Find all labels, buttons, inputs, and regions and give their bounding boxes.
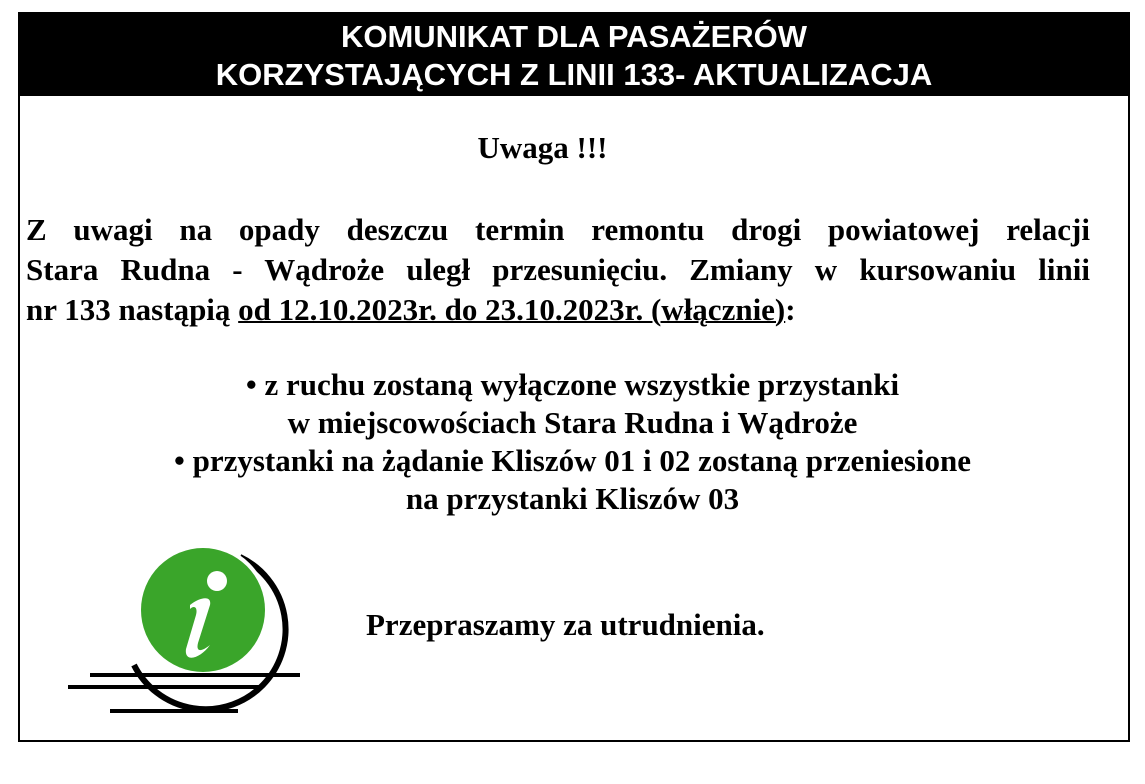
info-icon xyxy=(50,525,310,715)
bullet-1-line-2: w miejscowościach Stara Rudna i Wądroże xyxy=(287,405,858,440)
bullet-2-line-2: na przystanki Kliszów 03 xyxy=(405,481,740,516)
bullet-1-line-1: • z ruchu zostaną wyłączone wszystkie przystanki xyxy=(245,367,900,402)
date-range: od 12.10.2023r. do 23.10.2023r. (włącznie) xyxy=(238,292,786,327)
notice-paragraph xyxy=(26,210,1090,330)
paragraph-line-3: nr 133 nastąpią od 12.10.2023r. do 23.10.2023r. (włącznie): xyxy=(26,292,796,327)
bullet-list xyxy=(0,366,1145,518)
paragraph-line-1: Z uwagi na opady deszczu termin remontu drogi powiatowej relacji xyxy=(26,212,1090,247)
bullet-2-line-1: • przystanki na żądanie Kliszów 01 i 02 zostaną przeniesione xyxy=(173,443,972,478)
paragraph-line-2: Stara Rudna - Wądroże uległ przesunięciu. Zmiany w kursowaniu linii xyxy=(26,252,1090,287)
header-line-2: KORZYSTAJĄCYCH Z LINII 133- AKTUALIZACJA xyxy=(215,57,933,92)
attention-heading: Uwaga !!! xyxy=(477,130,608,165)
notice-header xyxy=(20,14,1128,96)
header-line-1: KOMUNIKAT DLA PASAŻERÓW xyxy=(340,19,808,54)
apology-text: Przepraszamy za utrudnienia. xyxy=(366,607,765,642)
